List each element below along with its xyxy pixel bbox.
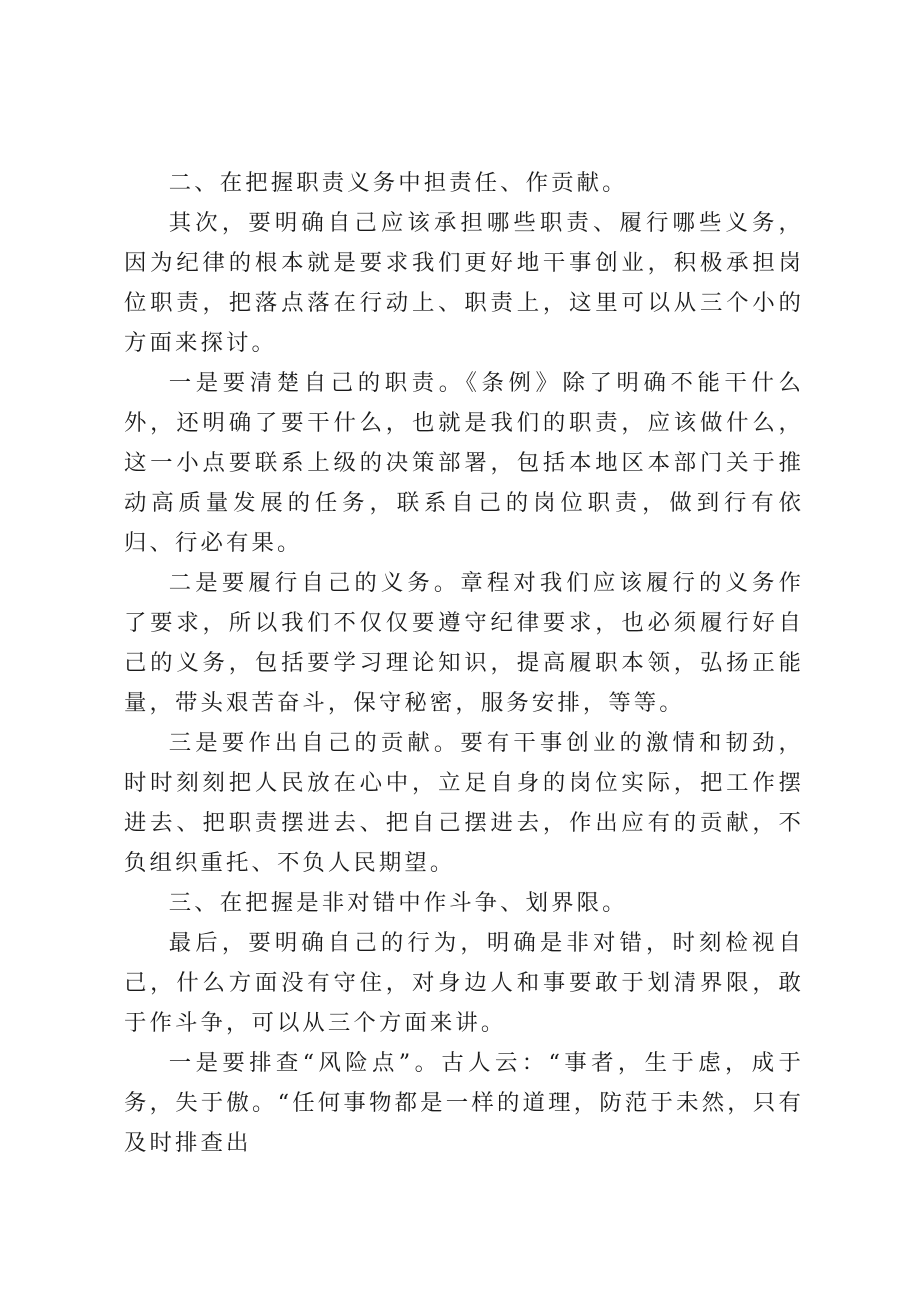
paragraph-point-three-contribution: 三是要作出自己的贡献。要有干事创业的激情和韧劲，时时刻刻把人民放在心中，立足自身的岗位实际，把工作摆进去、把职责摆进去、把自己摆进去，作出应有的贡献，不负组织重托、不负人民期望。	[124, 730, 804, 876]
paragraph-point-two-obligations: 二是要履行自己的义务。章程对我们应该履行的义务作了要求，所以我们不仅仅要遵守纪律要求，也必须履行好自己的义务，包括要学习理论知识，提高履职本领，弘扬正能量，带头艰苦奋斗，保守秘密，服务安排，等等。	[124, 570, 804, 716]
paragraph-secondly: 其次，要明确自己应该承担哪些职责、履行哪些义务，因为纪律的根本就是要求我们更好地干事创业，积极承担岗位职责，把落点落在行动上、职责上，这里可以从三个小的方面来探讨。	[124, 210, 804, 356]
section-heading-two: 二、在把握职责义务中担责任、作贡献。	[168, 170, 628, 196]
section-heading-three: 三、在把握是非对错中作斗争、划界限。	[168, 890, 628, 916]
paragraph-finally: 最后，要明确自己的行为，明确是非对错，时刻检视自己，什么方面没有守住，对身边人和事要敢于划清界限，敢于作斗争，可以从三个方面来讲。	[124, 930, 804, 1036]
paragraph-point-one-duties: 一是要清楚自己的职责。《条例》除了明确不能干什么外，还明确了要干什么，也就是我们的职责，应该做什么，这一小点要联系上级的决策部署，包括本地区本部门关于推动高质量发展的任务，联系自己的岗位职责，做到行有依归、行必有果。	[124, 370, 804, 556]
paragraph-point-one-risk: 一是要排查“风险点”。古人云：“事者，生于虑，成于务，失于傲。“任何事物都是一样的道理，防范于未然，只有及时排查出	[124, 1050, 804, 1156]
document-body	[124, 163, 804, 1163]
